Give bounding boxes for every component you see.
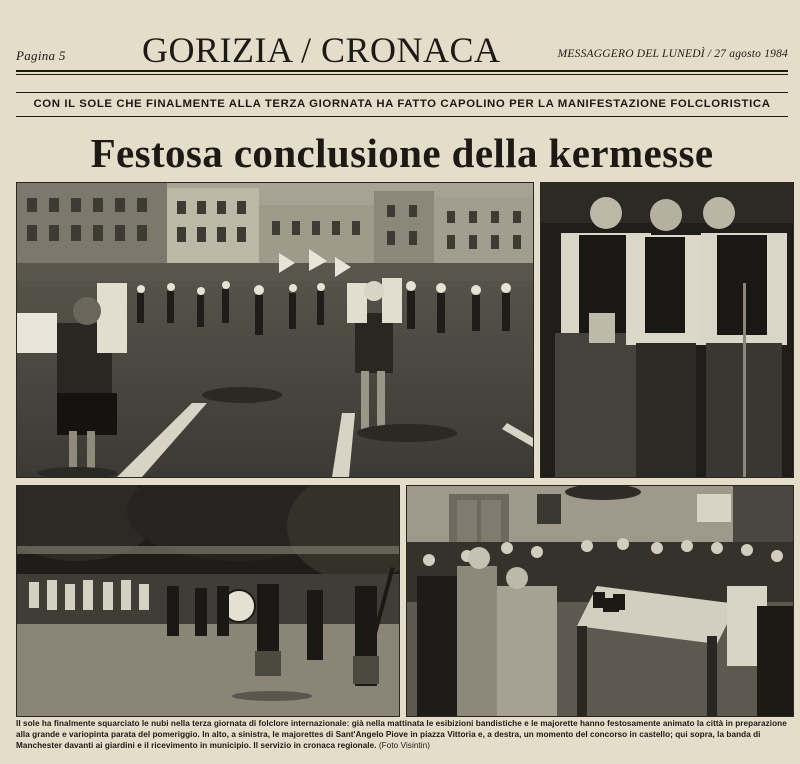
header-rule-thin: [16, 74, 788, 75]
photo-credit: (Foto Visintin): [378, 741, 430, 751]
photo-concorso-castello: [540, 182, 794, 478]
photo-caption: [16, 718, 790, 752]
main-headline: Festosa conclusione della kermesse: [90, 130, 714, 176]
header-rule: [16, 70, 788, 72]
kicker-rule-bottom: [16, 116, 788, 117]
caption-text: Il sole ha finalmente squarciato le nubi nella terza giornata di folclore internazionale: già nella mattinata le esibizioni bandistiche e le majorette hanno festosamente animato la città in preparazione alla grande e variopinta parata del pomeriggio. In alto, a sinistra, le majorettes di Sant'Angelo Piove in piazza Vittoria e, a destra, un momento del concorso in castello; qui sopra, la banda di Manchester davanti ai giardini e il ricevimento in municipio. Il servizio in cronaca regionale.: [16, 719, 787, 751]
photo-ricevimento-municipio: [406, 485, 794, 717]
kicker-headline: CON IL SOLE CHE FINALMENTE ALLA TERZA GIORNATA HA FATTO CAPOLINO PER LA MANIFESTAZIONE FOLCLORISTICA: [33, 98, 771, 110]
masthead-date: MESSAGGERO DEL LUNEDÌ / 27 agosto 1984: [557, 48, 788, 60]
page-number: Pagina 5: [16, 48, 66, 63]
kicker-rule-top: [16, 92, 788, 93]
photo-majorettes-piazza: [16, 182, 534, 478]
section-title: GORIZIA / CRONACA: [142, 30, 501, 70]
photo-banda-manchester: [16, 485, 400, 717]
